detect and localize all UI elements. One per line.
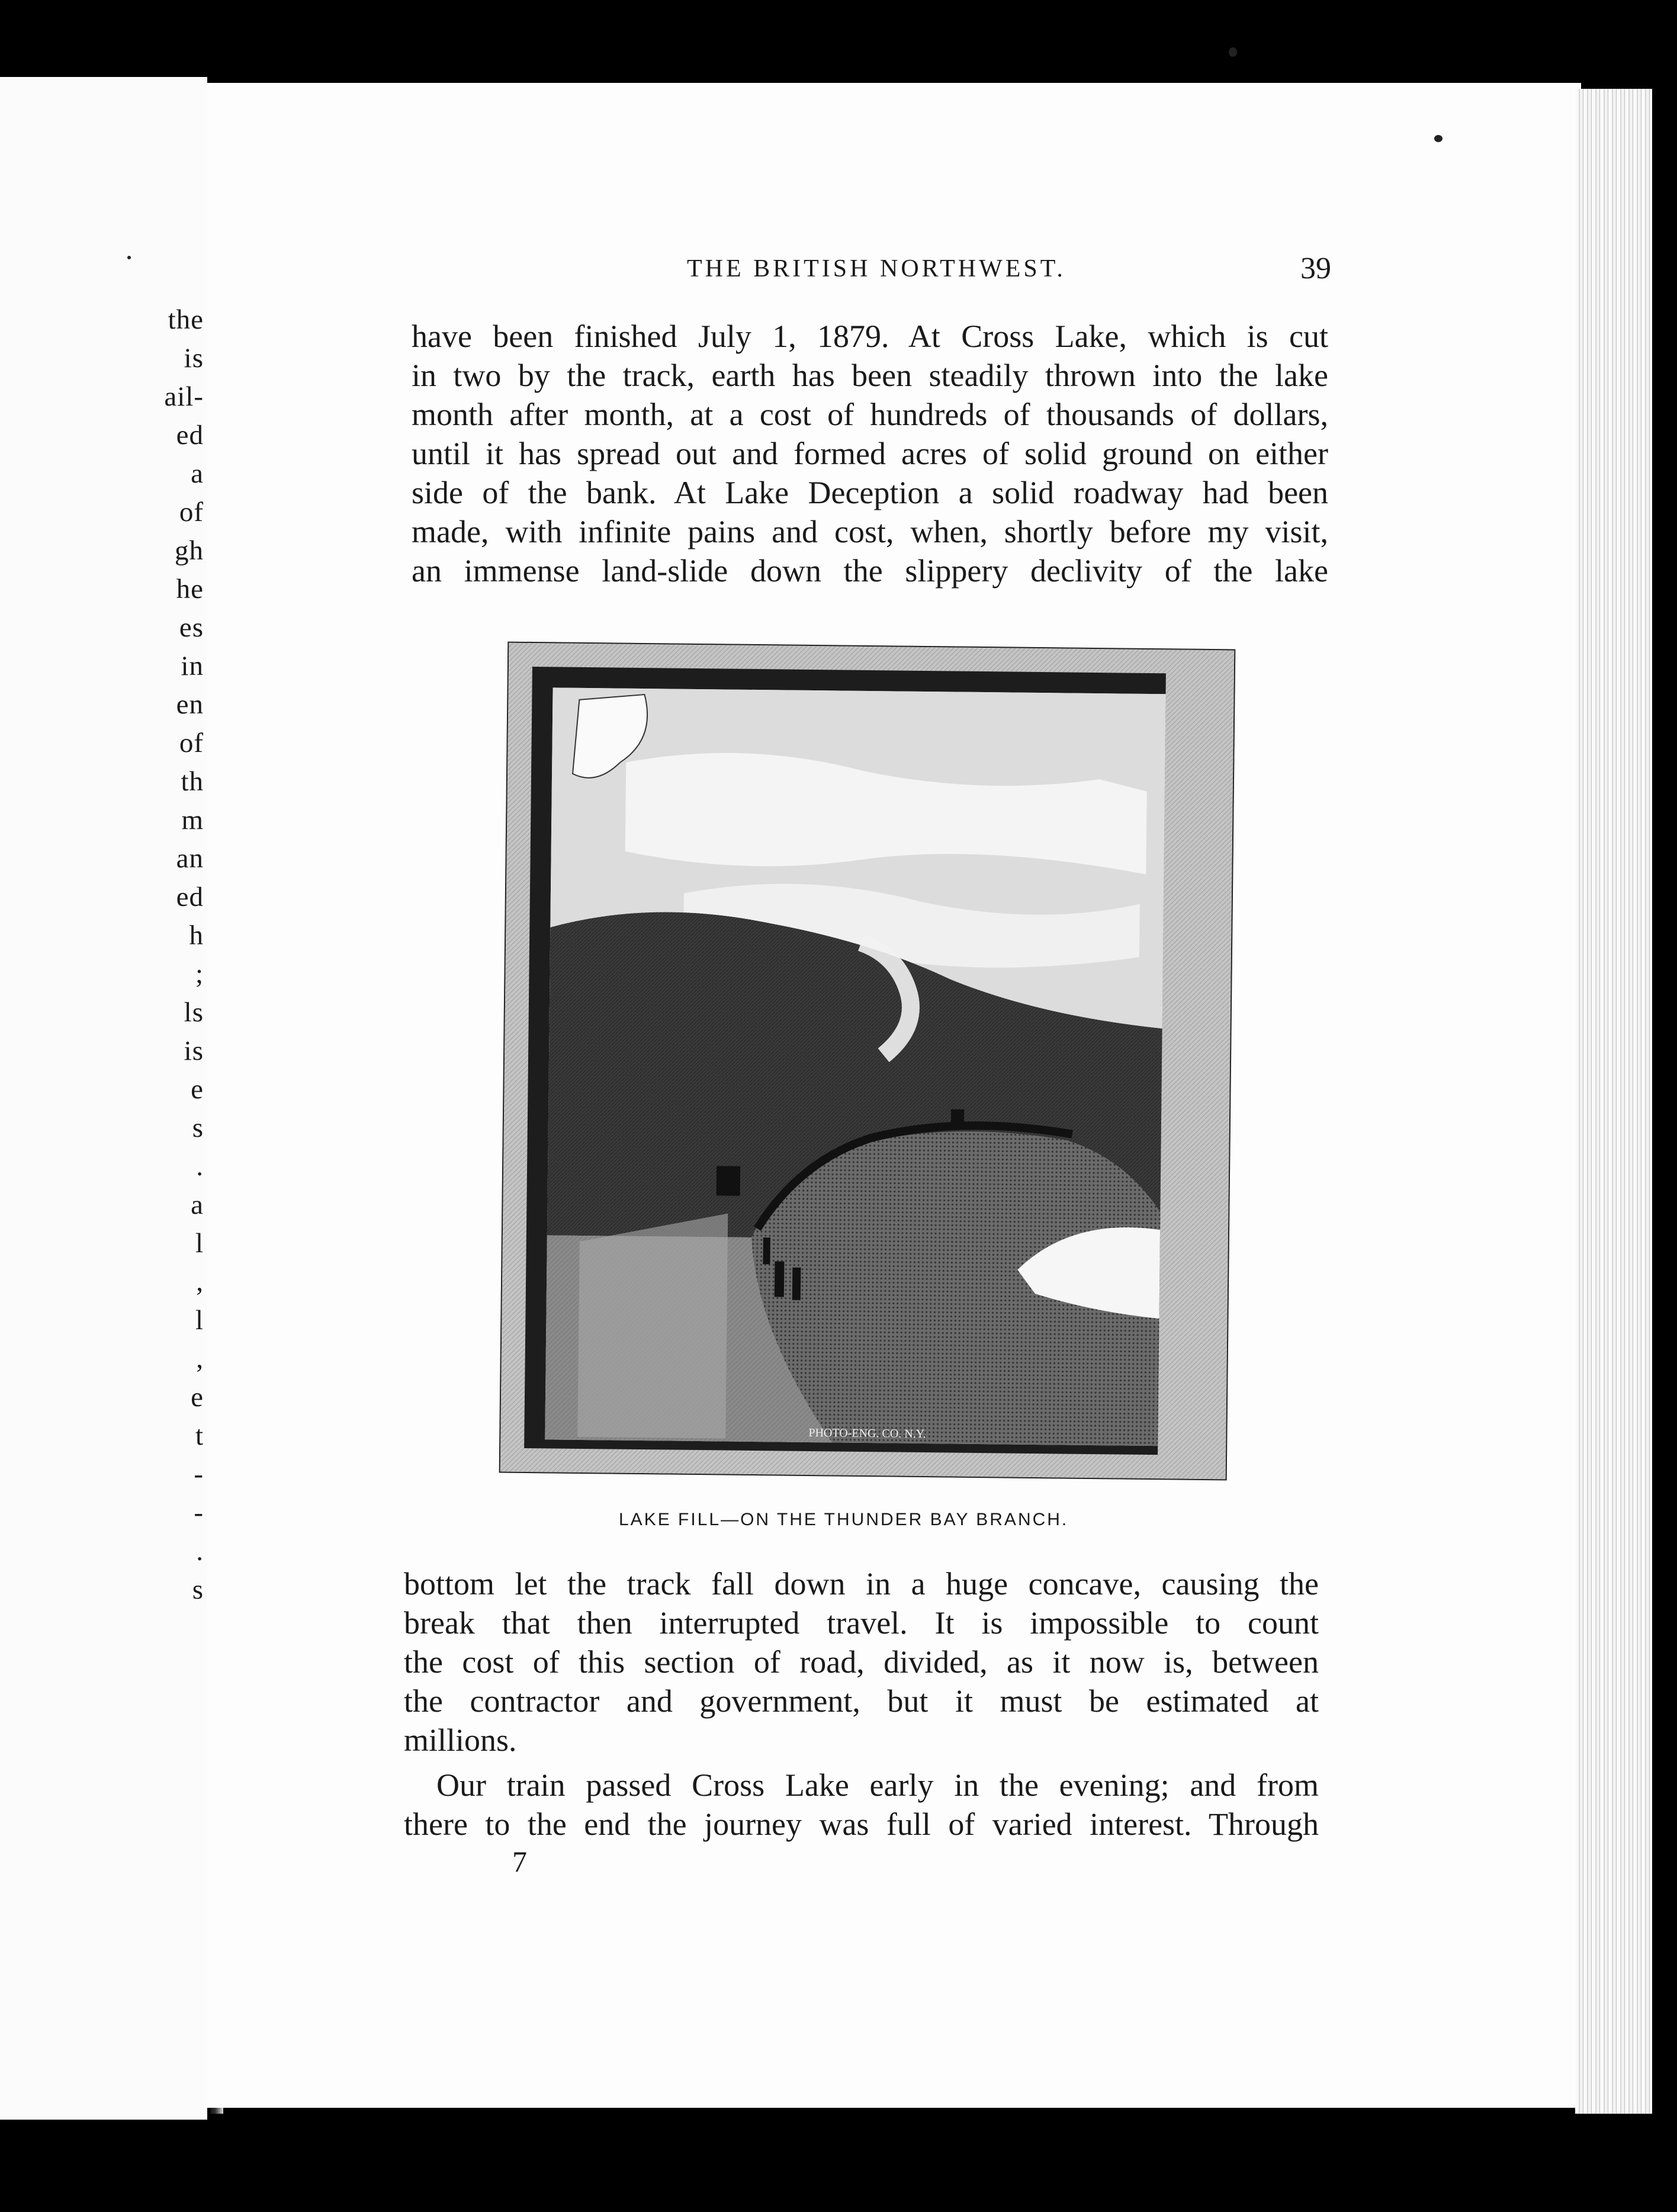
text-line: until it has spread out and formed acres of solid ground on either xyxy=(412,436,1328,471)
text-line: the cost of this section of road, divided, as it now is, between xyxy=(404,1644,1319,1680)
facing-page-text-fragment: s xyxy=(192,1113,204,1143)
facing-page-text-fragment: a xyxy=(191,1189,204,1220)
facing-page-text-fragment: e xyxy=(191,1074,204,1105)
facing-page-text-fragment: h xyxy=(189,920,204,951)
signature-mark: 7 xyxy=(512,1845,527,1878)
facing-page-text-fragment: , xyxy=(196,1266,204,1297)
paragraph xyxy=(404,1564,1319,1760)
facing-page-text-fragment: an xyxy=(176,843,204,874)
page-edges xyxy=(1575,89,1652,2114)
facing-page-text-fragment: th xyxy=(181,766,204,797)
dust-speck xyxy=(127,256,131,259)
facing-page-text-fragment: - xyxy=(194,1459,204,1490)
facing-page-text-fragment: es xyxy=(179,612,204,643)
paragraph xyxy=(412,317,1328,590)
text-line: an immense land-slide down the slippery declivity of the lake xyxy=(412,553,1328,589)
facing-page xyxy=(0,77,207,2120)
facing-page-text-fragment: ls xyxy=(184,997,204,1028)
running-head: THE BRITISH NORTHWEST. xyxy=(687,255,1066,282)
facing-page-text-fragment: m xyxy=(181,805,204,835)
facing-page-text-fragment: , xyxy=(196,1343,204,1374)
facing-page-text-fragment: ; xyxy=(195,959,204,989)
facing-page-text-fragment: gh xyxy=(175,535,204,566)
engraving-illustration xyxy=(500,643,1235,1480)
facing-page-text-fragment: e xyxy=(191,1382,204,1413)
text-line: the contractor and government, but it must be estimated at xyxy=(404,1683,1319,1719)
text-line: made, with infinite pains and cost, when, shortly before my visit, xyxy=(412,514,1328,549)
engraver-mark: PHOTO-ENG. CO. N.Y. xyxy=(808,1426,926,1441)
facing-page-text-fragment: ail- xyxy=(164,381,204,412)
facing-page-text-fragment: is xyxy=(184,343,204,374)
facing-page-text-fragment: is xyxy=(184,1036,204,1066)
facing-page-text-fragment: of xyxy=(179,728,204,758)
facing-page-text-fragment: of xyxy=(179,497,204,528)
text-line: break that then interrupted travel. It is impossible to count xyxy=(404,1605,1319,1641)
facing-page-text-fragment: t xyxy=(195,1420,204,1451)
facing-page-text-fragment: s xyxy=(192,1574,204,1605)
facing-page-text-fragment: . xyxy=(196,1536,204,1567)
page-number: 39 xyxy=(1300,252,1331,285)
facing-page-text-fragment: l xyxy=(195,1305,204,1336)
dust-speck xyxy=(1434,135,1443,142)
facing-page-text-fragment: he xyxy=(176,574,204,605)
text-line: have been finished July 1, 1879. At Cross Lake, which is cut xyxy=(412,319,1328,354)
paragraph xyxy=(404,1766,1319,1844)
text-line: millions. xyxy=(404,1722,517,1758)
text-line: month after month, at a cost of hundreds of thousands of dollars, xyxy=(412,397,1328,432)
text-line: there to the end the journey was full of varied interest. Through xyxy=(404,1806,1319,1842)
facing-page-text-fragment: . xyxy=(196,1151,204,1182)
facing-page-text-fragment: a xyxy=(191,458,204,489)
text-line: side of the bank. At Lake Deception a solid roadway had been xyxy=(412,475,1328,510)
dust-speck xyxy=(1229,47,1237,57)
text-line: in two by the track, earth has been steadily thrown into the lake xyxy=(412,358,1328,393)
facing-page-text-fragment: in xyxy=(181,651,204,681)
facing-page-text-fragment: l xyxy=(195,1228,204,1259)
facing-page-text-fragment: en xyxy=(176,689,204,720)
facing-page-text-fragment: ed xyxy=(176,882,204,912)
text-line: bottom let the track fall down in a huge concave, causing the xyxy=(404,1566,1319,1602)
text-line: Our train passed Cross Lake early in the evening; and from xyxy=(436,1767,1319,1803)
illustration-plate xyxy=(499,642,1236,1481)
facing-page-text-fragment: - xyxy=(194,1497,204,1528)
facing-page-text-fragment: ed xyxy=(176,420,204,451)
facing-page-text-fragment: the xyxy=(168,304,204,335)
figure-caption: LAKE FILL—ON THE THUNDER BAY BRANCH. xyxy=(619,1510,1069,1529)
